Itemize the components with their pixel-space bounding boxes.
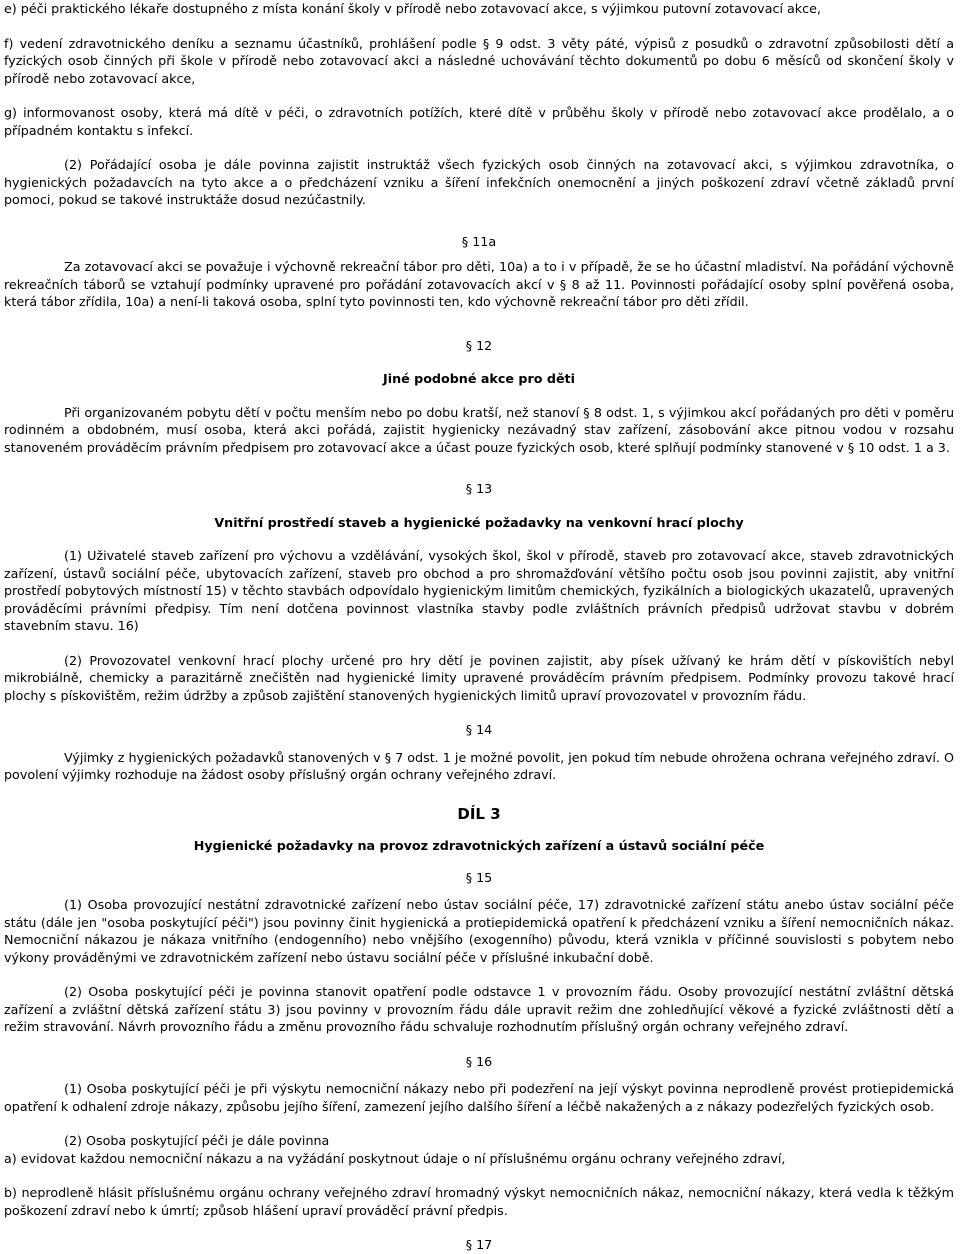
section-title: Vnitřní prostředí staveb a hygienické požadavky na venkovní hrací plochy (214, 514, 744, 530)
section-title: Jiné podobné akce pro děti (383, 371, 575, 386)
section-number: § 12 (465, 337, 493, 353)
paragraph: (1) Uživatelé staveb zařízení pro výchovu a vzdělávání, vysokých škol, škol v přírodě, staveb pro zotavovací akce, staveb zdravotnických zařízení, ústavů sociální péče, ubytovacích zařízení, staveb pro obchod a pro shromažďování většího počtu osob jsou povinni zajistit, aby vnitřní prostředí pobytových místností 15) v těchto stavbách odpovídalo hygienickým limitům chemických, fyzikálních a biologických ukazatelů, upravených prováděcími právními předpisy. Tím není dotčena povinnost vlastníka stavby podle zvláštních právních předpisů udržovat stavbu v dobrém stavebním stavu. 16) (4, 548, 954, 633)
paragraph: a) evidovat každou nemocniční nákazu a na vyžádání poskytnout údaje o ní příslušnému orgánu ochrany veřejného zdraví, (4, 1150, 786, 1166)
paragraph: Při organizovaném pobytu dětí v počtu menším nebo po dobu kratší, než stanoví § 8 odst. 1, s výjimkou akcí pořádaných pro děti v poměru rodinném a obdobném, musí osoba, která akci pořádá, zajistit hygienicky nezávadný stav zařízení, zásobování akce pitnou vodou v rozsahu stanoveném prováděcím právním předpisem pro zotavovací akce a účast pouze fyzických osob, které splňují podmínky stanovené v § 10 odst. 1 a 3. (4, 404, 954, 455)
paragraph: (2) Pořádající osoba je dále povinna zajistit instruktáž všech fyzických osob činných na zotavovací akci, s výjimkou zdravotníka, o hygienických požadavcích na tyto akce a o předcházení vzniku a šíření infekčních onemocnění a jiných poškození zdraví včetně základů první pomoci, pokud se takové instruktáže dosud nezúčastnily. (4, 157, 954, 207)
paragraph: g) informovanost osoby, která má dítě v péči, o zdravotních potížích, které dítě v průběhu školy v přírodě nebo zotavovací akce prodělalo, a o případném kontaktu s infekcí. (4, 105, 954, 138)
paragraph: (2) Provozovatel venkovní hrací plochy určené pro hry dětí je povinen zajistit, aby písek užívaný ke hrám dětí v pískovištích nebyl mikrobiálně, chemicky a parazitárně znečištěn nad hygienické limity upravené prováděcím právním předpisem. Podmínky provozu takové hrací plochy s pískovištěm, režim údržby a způsob zajištění stanovených hygienických limitů upraví provozovatel v provozním řádu. (4, 652, 954, 703)
paragraph: Výjimky z hygienických požadavků stanovených v § 7 odst. 1 je možné povolit, jen pokud tím nebude ohrožena ochrana veřejného zdraví. O povolení výjimky rozhoduje na žádost osoby příslušný orgán ochrany veřejného zdraví. (4, 749, 954, 782)
section-title: Hygienické požadavky na provoz zdravotnických zařízení a ústavů sociální péče (193, 838, 765, 853)
section-number: § 16 (465, 1053, 493, 1069)
paragraph: f) vedení zdravotnického deníku a seznamu účastníků, prohlášení podle § 9 odst. 3 věty páté, výpisů z posudků o zdravotní způsobilosti dětí a fyzických osob činných při škole v přírodě nebo zotavovací akci a následné uchovávání těchto dokumentů po dobu 6 měsíců od skončení školy v přírodě nebo zotavovací akce, (4, 35, 954, 86)
paragraph: Za zotavovací akci se považuje i výchovně rekreační tábor pro děti, 10a) a to i v případě, že se ho účastní mladiství. Na pořádání výchovně rekreačních táborů se vztahují podmínky upravené pro pořádání zotavovacích akcí v § 8 až 11. Povinnosti pořádající osoby splní pověřená osoba, která tábor zřídila, 10a) a není-li taková osoba, splní tyto povinnosti ten, kdo výchovně rekreační tábor pro děti zřídil. (4, 259, 954, 309)
paragraph: b) neprodleně hlásit příslušnému orgánu ochrany veřejného zdraví hromadný výskyt nemocničních nákaz, nemocniční nákazy, která vedla k těžkým poškození zdraví nebo k úmrtí; způsob hlášení upraví prováděcí právní předpis. (4, 1185, 954, 1218)
paragraph: (2) Osoba poskytující péči je dále povinna (64, 1133, 330, 1148)
section-number: § 11a (461, 233, 497, 249)
section-number: § 13 (465, 481, 493, 496)
paragraph: (2) Osoba poskytující péči je povinna stanovit opatření podle odstavce 1 v provozním řádu. Osoby provozující nestátní zvláštní dětská zařízení a zvláštní dětská zařízení státu 3) jsou povinny v provozním řádu dále upravit režim dne zohledňující věkové a fyzické zvláštnosti dětí a režim stravování. Návrh provozního řádu a změnu provozního řádu schvaluje rozhodnutím příslušný orgán ochrany veřejného zdraví. (4, 984, 954, 1034)
paragraph: (1) Osoba provozující nestátní zdravotnické zařízení nebo ústav sociální péče, 17) zdravotnické zařízení státu anebo ústav sociální péče státu (dále jen "osoba poskytující péči") jsou povinny činit hygienická a protiepidemická opatření k předcházení vzniku a šíření nemocničních nákaz. Nemocniční nákazou je nákaza vnitřního (endogenního) nebo vnějšího (exogenního) původu, která vznikla v příčinné souvislosti s pobytem nebo výkony prováděnými ve zdravotnickém zařízení nebo ústavu sociální péče v příslušné inkubační době. (4, 897, 954, 965)
part-heading: DÍL 3 (457, 804, 501, 823)
section-number: § 14 (465, 722, 493, 737)
paragraph: e) péči praktického lékaře dostupného z místa konání školy v přírodě nebo zotavovací akce, s výjimkou putovní zotavovací akce, (4, 1, 821, 16)
section-number: § 17 (465, 1237, 493, 1252)
paragraph: (1) Osoba poskytující péči je při výskytu nemocniční nákazy nebo při podezření na její výskyt povinna neprodleně provést protiepidemická opatření k odhalení zdroje nákazy, způsobu jejího šíření, zamezení jejího dalšího šíření a léčbě nakažených a z nákazy podezřelých fyzických osob. (4, 1081, 954, 1114)
section-number: § 15 (465, 869, 493, 885)
